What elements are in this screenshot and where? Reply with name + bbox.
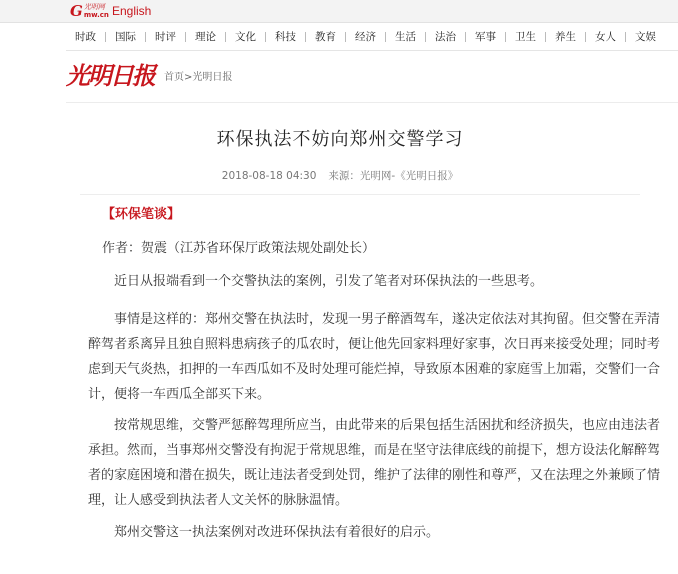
nav-divider: [66, 50, 678, 51]
nav-item-wenyu[interactable]: 文娱: [635, 31, 656, 43]
breadcrumb[interactable]: 首页>光明日报: [164, 72, 233, 83]
nav-item-guoji[interactable]: 国际: [115, 31, 136, 43]
brand-header: [66, 62, 232, 90]
article-source[interactable]: 来源：光明网-《光明日报》: [328, 170, 459, 182]
paragraph-2: 事情是这样的：郑州交警在执法时，发现一男子醉酒驾车，遂决定依法对其拘留。但交警在弄清醉驾者系离异且独自照料患病孩子的瓜农时，便让他先回家料理好家事，次日再来接受处理；同时考虑到天气炎热，扣押的一车西瓜如不及时处理可能烂掉，导致原本困难的家庭雪上加霜，交警们一合计，便将一车西瓜全部买下来。: [88, 312, 661, 402]
logo-en-text: mw.cn: [83, 11, 109, 19]
article-title: 环保执法不妨向郑州交警学习: [216, 129, 464, 150]
main-nav: [66, 29, 665, 45]
nav-item-wenhua[interactable]: 文化: [235, 31, 256, 43]
nav-item-weisheng[interactable]: 卫生: [515, 31, 536, 43]
top-bar: [0, 0, 678, 23]
paragraph-3: 按常规思维，交警严惩醉驾理所应当，由此带来的后果包括生活困扰和经济损失，也应由违法者承担。然而，当事郑州交警没有拘泥于常规思维，而是在坚守法律底线的前提下，想方设法化解醉驾者的家庭困境和潜在损失，既让违法者受到处罚，维护了法律的刚性和尊严，又在法理之外兼顾了情理，让人感受到执法者人文关怀的脉脉温情。: [88, 418, 661, 508]
paragraph-1: 近日从报端看到一个交警执法的案例，引发了笔者对环保执法的一些思考。: [114, 274, 544, 289]
logo-cn-text: 光明网: [83, 3, 105, 11]
article-author: 作者：贺震（江苏省环保厅政策法规处副处长）: [102, 241, 376, 256]
guangming-daily-logo[interactable]: 光明日报: [66, 61, 154, 90]
nav-item-fazhi[interactable]: 法治: [435, 31, 456, 43]
article-date: 2018-08-18 04:30: [221, 170, 317, 182]
gmw-logo[interactable]: [70, 3, 109, 19]
logo-letter: G: [70, 2, 83, 20]
column-tag: 【环保笔谈】: [102, 207, 181, 222]
nav-item-jiaoyu[interactable]: 教育: [315, 31, 336, 43]
nav-item-nvren[interactable]: 女人: [595, 31, 616, 43]
nav-item-jingji[interactable]: 经济: [355, 31, 376, 43]
title-divider: [80, 194, 640, 195]
english-link[interactable]: English: [112, 4, 152, 18]
nav-item-shiping[interactable]: 时评: [155, 31, 176, 43]
paragraph-4: 郑州交警这一执法案例对改进环保执法有着很好的启示。: [114, 525, 440, 540]
nav-item-keji[interactable]: 科技: [275, 31, 296, 43]
nav-item-yangsheng[interactable]: 养生: [555, 31, 576, 43]
nav-item-shenghuo[interactable]: 生活: [395, 31, 416, 43]
brand-divider: [66, 102, 678, 103]
nav-item-lilun[interactable]: 理论: [195, 31, 216, 43]
article-meta: [60, 170, 620, 183]
nav-item-junshi[interactable]: 军事: [475, 31, 496, 43]
nav-item-shizheng[interactable]: 时政: [75, 31, 96, 43]
